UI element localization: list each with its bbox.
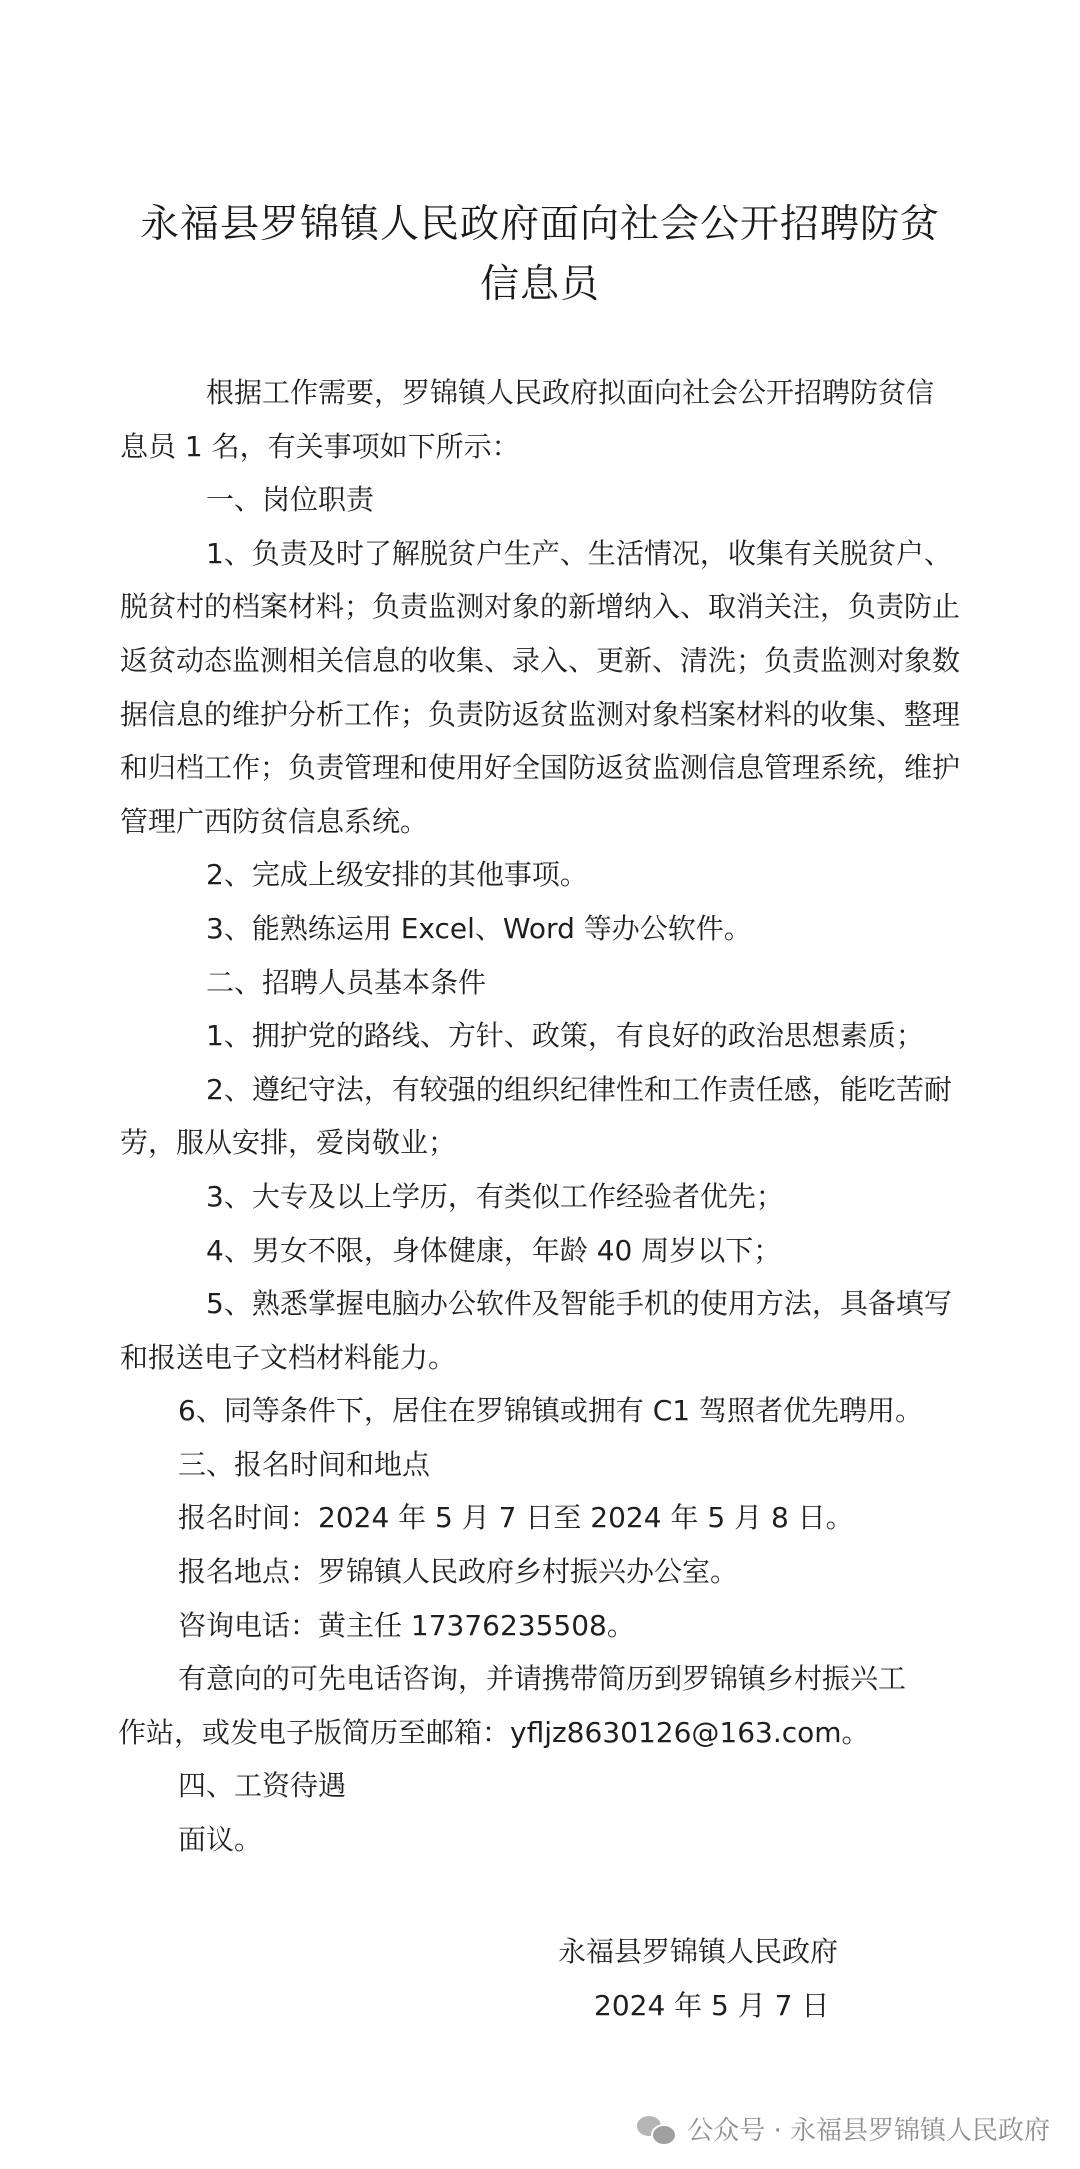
section-1-item-3: 3、能熟练运用 Excel、Word 等办公软件。 xyxy=(206,911,752,945)
title-line-2: 信息员 xyxy=(479,262,600,307)
section-2-item-5: 5、熟悉掌握电脑办公软件及智能手机的使用方法，具备填写和报送电子文档材料能力。 xyxy=(120,1287,952,1374)
application-note-line-2: 作站，或发电子版简历至邮箱：yfljz8630126@163.com。 xyxy=(118,1715,870,1749)
section-2-item-1: 1、拥护党的路线、方针、政策，有良好的政治思想素质； xyxy=(206,1019,924,1053)
section-3-heading: 三、报名时间和地点 xyxy=(178,1447,431,1481)
section-1-item-2: 2、完成上级安排的其他事项。 xyxy=(206,858,588,892)
intro-paragraph xyxy=(120,366,972,473)
document-title xyxy=(100,195,980,315)
consult-phone: 咨询电话：黄主任 17376235508。 xyxy=(178,1608,635,1642)
signature-date: 2024 年 5 月 7 日 xyxy=(594,1989,830,2022)
section-4-heading: 四、工资待遇 xyxy=(178,1769,347,1803)
salary-text: 面议。 xyxy=(178,1823,263,1857)
title-line-1: 永福县罗锦镇人民政府面向社会公开招聘防贫 xyxy=(139,202,940,247)
application-note-line-1: 有意向的可先电话咨询，并请携带简历到罗锦镇乡村振兴工 xyxy=(178,1662,907,1696)
section-1-heading: 一、岗位职责 xyxy=(206,483,375,517)
section-2-item-6: 6、同等条件下，居住在罗锦镇或拥有 C1 驾照者优先聘用。 xyxy=(178,1394,923,1428)
registration-place: 报名地点：罗锦镇人民政府乡村振兴办公室。 xyxy=(178,1555,739,1589)
registration-time: 报名时间：2024 年 5 月 7 日至 2024 年 5 月 8 日。 xyxy=(178,1501,854,1535)
intro-line-1: 根据工作需要，罗锦镇人民政府拟面向社会公开招聘防贫信 xyxy=(206,376,935,409)
section-2-item-3: 3、大专及以上学历，有类似工作经验者优先； xyxy=(206,1179,784,1213)
document-body xyxy=(120,366,972,1867)
section-2-item-2: 2、遵纪守法，有较强的组织纪律性和工作责任感，能吃苦耐劳，服从安排，爱岗敬业； xyxy=(120,1072,952,1160)
wechat-icon xyxy=(637,2114,677,2144)
section-1-item-1: 1、负责及时了解脱贫户生产、生活情况，收集有关脱贫户、脱贫村的档案材料；负责监测对象的新增纳入、取消关注，负责防止返贫动态监测相关信息的收集、录入、更新、清洗；负责监测对象数据信息的维护分析工作；负责防返贫监测对象档案材料的收集、整理和归档工作；负责管理和使用好全国防返贫监测信息管理系统，维护管理广西防贫信息系统。 xyxy=(120,536,961,838)
wechat-watermark xyxy=(637,2110,1050,2147)
section-2-item-4: 4、男女不限，身体健康，年龄 40 周岁以下； xyxy=(206,1233,782,1267)
intro-line-2: 息员 1 名，有关事项如下所示： xyxy=(120,429,520,463)
application-note xyxy=(120,1652,972,1759)
signature-organization: 永福县罗锦镇人民政府 xyxy=(558,1935,839,1968)
section-2-heading: 二、招聘人员基本条件 xyxy=(206,965,487,999)
watermark-text: 公众号 · 永福县罗锦镇人民政府 xyxy=(687,2116,1050,2146)
